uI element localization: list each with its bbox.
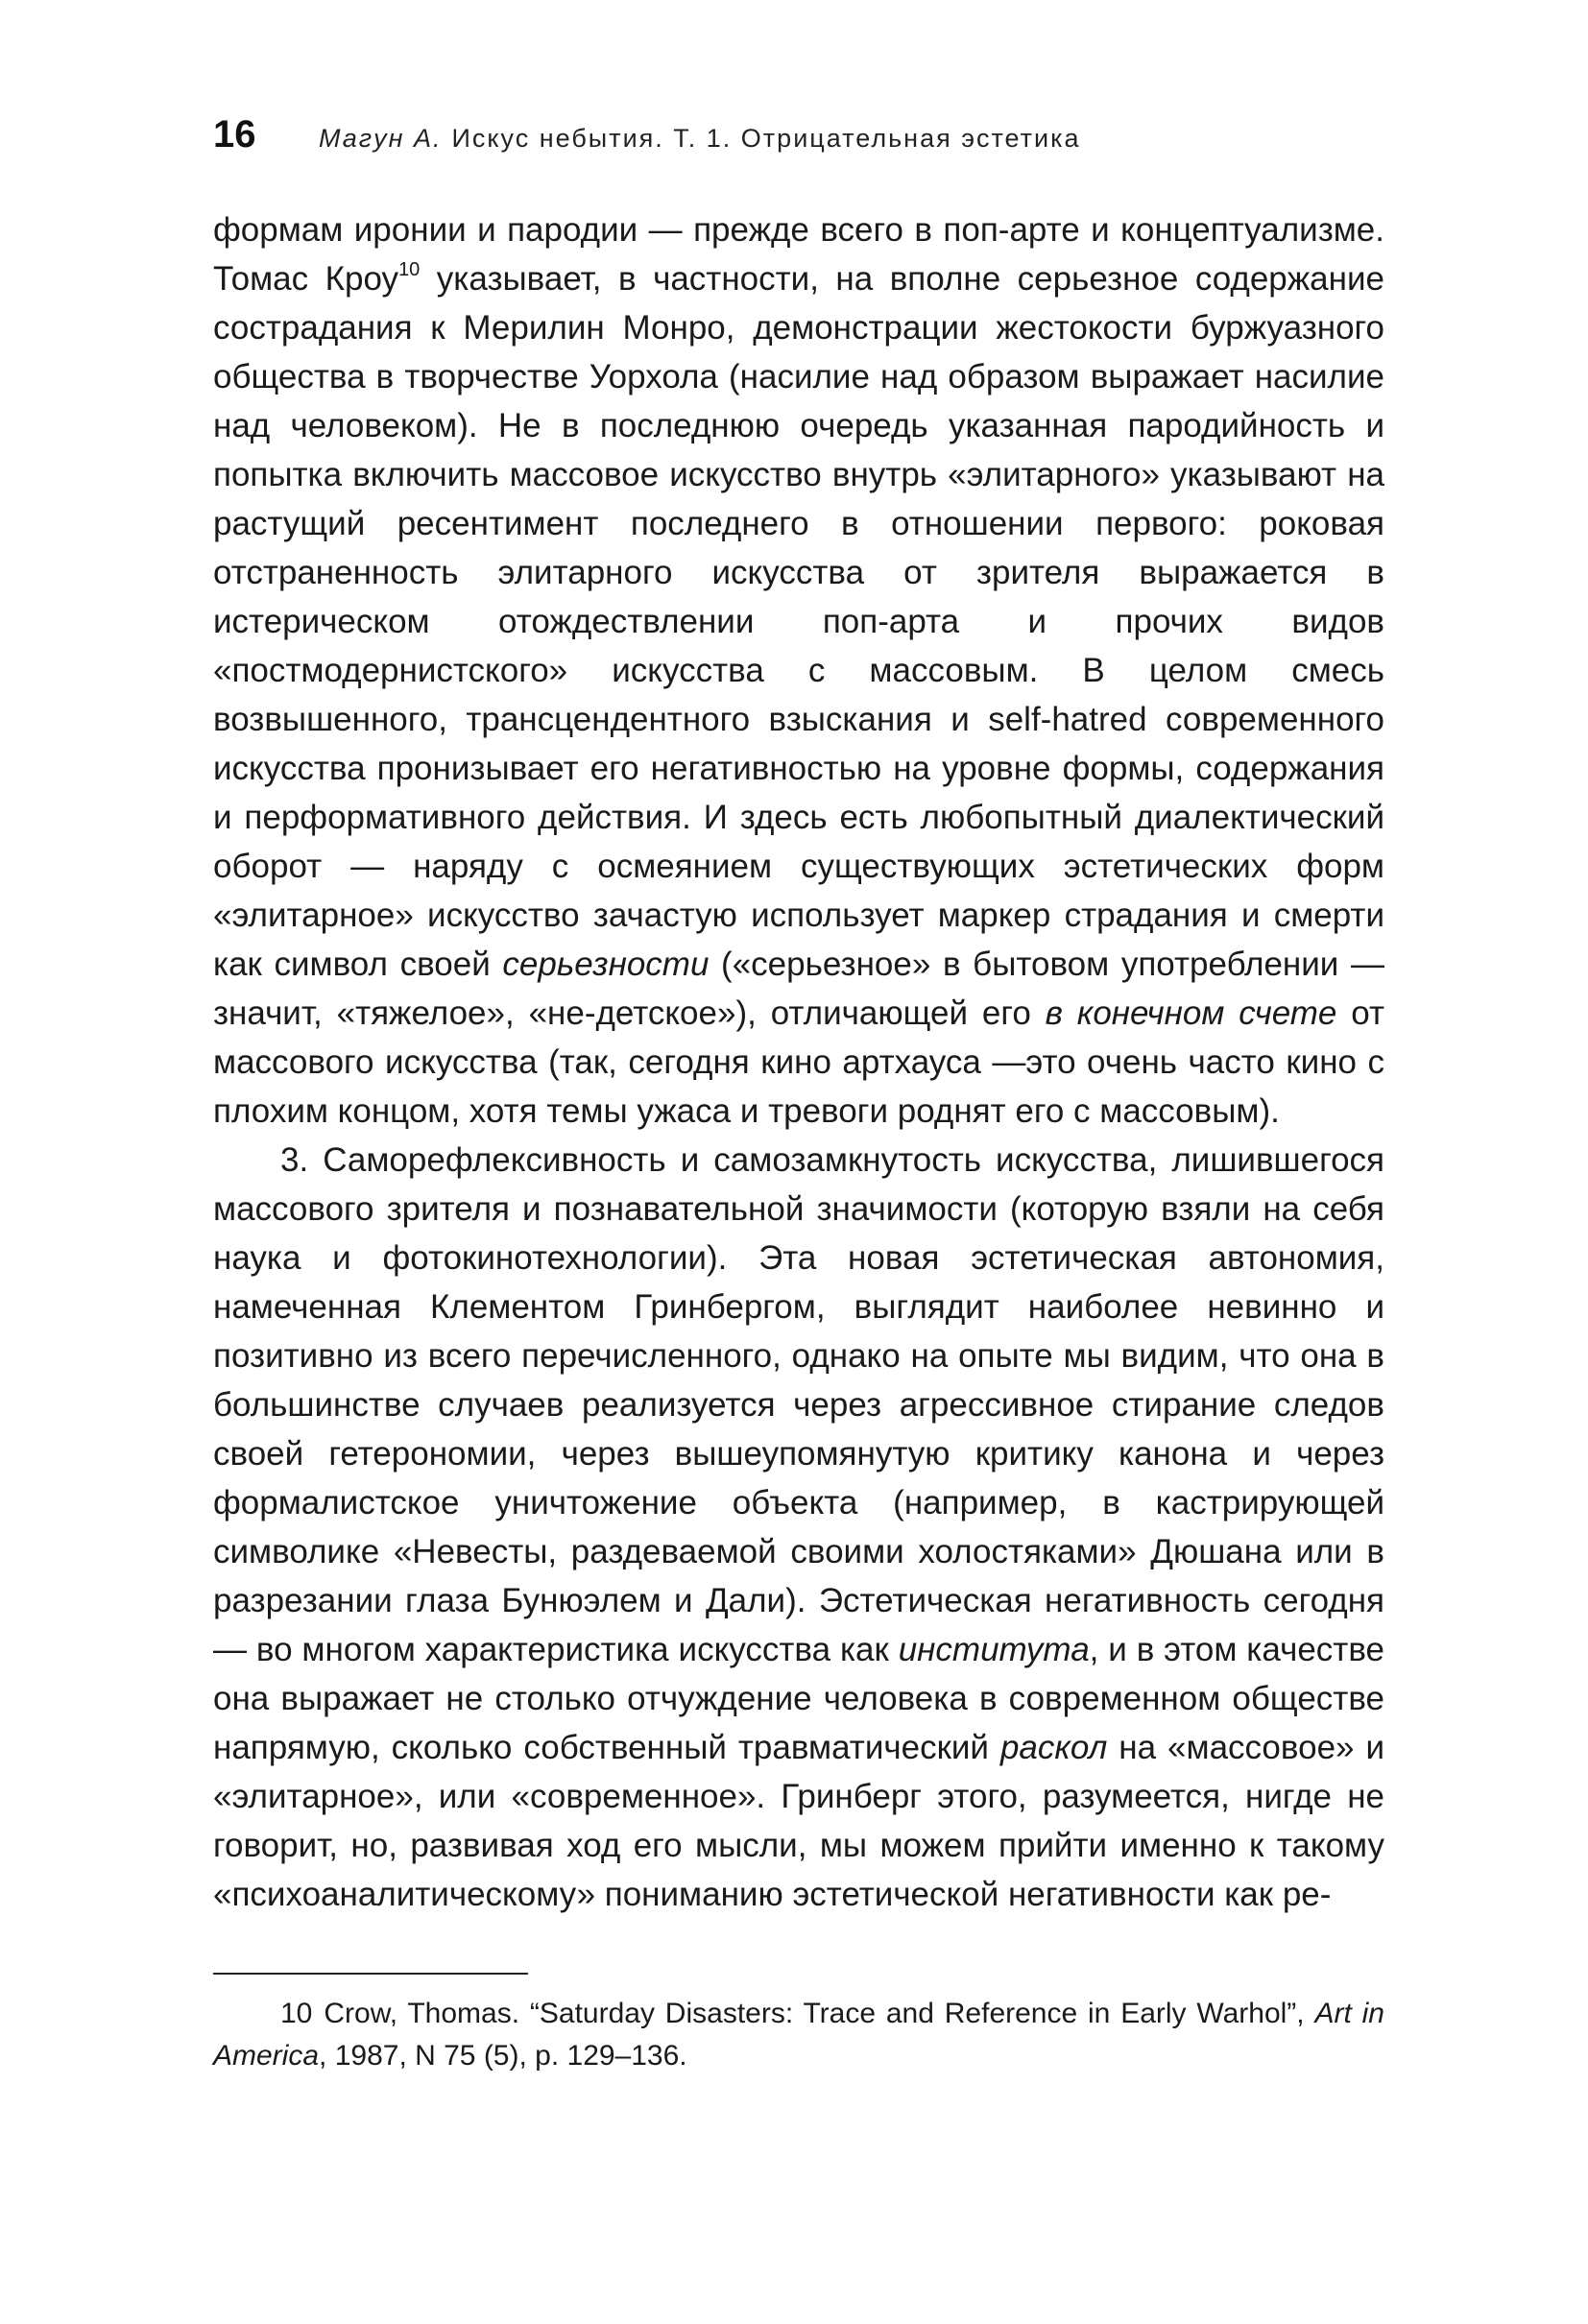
paragraph-2-text-3: на «массовое» и «элитарное», или «современное». Гринберг этого, разумеется, нигде не говорит, но, развивая ход его мысли, мы можем прийти именно к такому «психоаналитическому» пониманию эстетической негативности как ре-	[213, 1729, 1384, 1913]
footnote-text-2: , 1987, N 75 (5), p. 129–136.	[319, 2040, 687, 2072]
paragraph-1-text-4: от массового искусства (так, сегодня кино артхауса —это очень часто кино с плохим концом, хотя темы ужаса и тревоги роднят его с массовым).	[213, 994, 1384, 1130]
header-title: Искус небытия. Т. 1. Отрицательная эстетика	[451, 124, 1081, 153]
paragraph-1-text-1: формам иронии и пародии — прежде всего в поп-арте и концептуализме. Томас Кроу	[213, 211, 1384, 298]
paragraph-1-text-2: указывает, в частности, на вполне серьезное содержание сострадания к Мерилин Монро, демонстрации жестокости буржуазного общества в творчестве Уорхола (насилие над образом выражает насилие над человеком). Не в последнюю очередь указанная пародийность и попытка включить массовое искусство внутрь «элитарного» указывают на растущий ресентимент последнего в отношении первого: роковая отстраненность элитарного искусства от зрителя выражается в истерическом отождествлении поп-арта и прочих видов «постмодернистского» искусства с массовым. В целом смесь возвышенного, трансцендентного взыскания и self-hatred современного искусства пронизывает его негативностью на уровне формы, содержания и перформативного действия. И здесь есть любопытный диалектический оборот — наряду с осмеянием существующих эстетических форм «элитарное» искусство зачастую использует маркер страдания и смерти как символ своей	[213, 260, 1384, 983]
paragraph-2-italic-1: института	[898, 1631, 1090, 1668]
paragraph-2-text-1: 3. Саморефлексивность и самозамкнутость искусства, лишившегося массового зрителя и познавательной значимости (которую взяли на себя наука и фотокинотехнологии). Эта новая эстетическая автономия, намеченная Клементом Гринбергом, выглядит наиболее невинно и позитивно из всего перечисленного, однако на опыте мы видим, что она в большинстве случаев реализуется через агрессивное стирание следов своей гетерономии, через вышеупомянутую критику канона и через формалистское уничтожение объекта (например, в кастрирующей символике «Невесты, раздеваемой своими холостяками» Дюшана или в разрезании глаза Бунюэлем и Дали). Эстетическая негативность сегодня — во многом характеристика искусства как	[213, 1141, 1384, 1668]
footnote-number: 10	[280, 1998, 313, 2029]
body-text	[213, 205, 1384, 1919]
paragraph-1-italic-2: в конечном счете	[1045, 994, 1337, 1032]
footnote-reference-10: 10	[398, 259, 421, 280]
footnote-text-1: Crow, Thomas. “Saturday Disasters: Trace and Reference in Early Warhol”,	[324, 1998, 1315, 2029]
page-number: 16	[213, 113, 256, 156]
footnote-divider	[213, 1973, 528, 1975]
paragraph-2-text-2: , и в этом качестве она выражает не столько отчуждение человека в современном обществе напрямую, сколько собственный травматический	[213, 1631, 1384, 1766]
header-author: Магун А.	[319, 124, 443, 153]
running-head	[213, 113, 1384, 171]
paragraph-1	[213, 205, 1384, 1136]
footnote-10	[213, 1993, 1384, 2077]
paragraph-2-italic-2: раскол	[999, 1729, 1108, 1766]
footnote-italic-journal: Art in America	[213, 1998, 1384, 2072]
paragraph-2	[213, 1136, 1384, 1919]
paragraph-1-text-3: («серьезное» в бытовом употреблении — значит, «тяжелое», «не-детское»), отличающей его	[213, 946, 1384, 1032]
paragraph-1-italic-1: серьезности	[502, 946, 710, 983]
footnotes	[213, 1993, 1384, 2077]
